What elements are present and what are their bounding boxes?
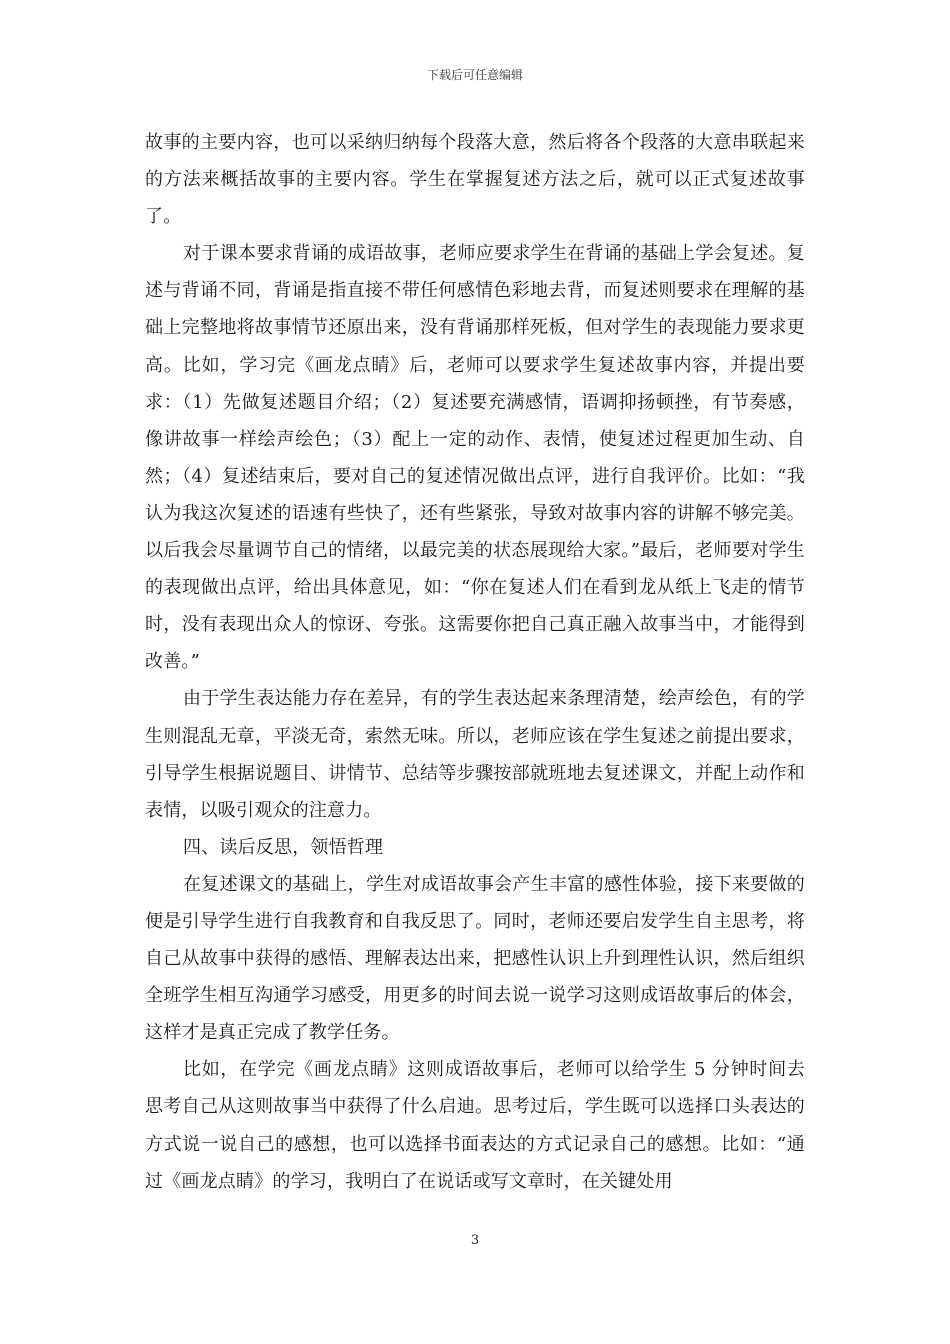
paragraph-1: 故事的主要内容，也可以采纳归纳每个段落大意，然后将各个段落的大意串联起来的方法来概括故事的主要内容。学生在掌握复述方法之后，就可以正式复述故事了。 xyxy=(145,132,805,228)
paragraph-2: 对于课本要求背诵的成语故事，老师应要求学生在背诵的基础上学会复述。复述与背诵不同，背诵是指直接不带任何感情色彩地去背，而复述则要求在理解的基础上完整地将故事情节还原出来，没有背诵那样死板，但对学生的表现能力要求更高。比如，学习完《画龙点睛》后，老师可以要求学生复述故事内容，并提出要求：（1）先做复述题目介绍；（2）复述要充满感情，语调抑扬顿挫，有节奏感，像讲故事一样绘声绘色；（3）配上一定的动作、表情，使复述过程更加生动、自然；（4）复述结束后，要对自己的复述情况做出点评，进行自我评价。比如：“我认为我这次复述的语速有些快了，还有些紧张，导致对故事内容的讲解不够完美。以后我会尽量调节自己的情绪，以最完美的状态展现给大家。”最后，老师要对学生的表现做出点评，给出具体意见，如：“你在复述人们在看到龙从纸上飞走的情节时，没有表现出众人的惊讶、夸张。这需要你把自己真正融入故事当中，才能得到改善。” xyxy=(145,243,805,673)
paragraph-4: 在复述课文的基础上，学生对成语故事会产生丰富的感性体验，接下来要做的便是引导学生进行自我教育和自我反思了。同时，老师还要启发学生自主思考，将自己从故事中获得的感悟、理解表达出来，把感性认识上升到理性认识，然后组织全班学生相互沟通学习感受，用更多的时间去说一说学习这则成语故事后的体会，这样才是真正完成了教学任务。 xyxy=(145,873,805,1044)
document-body xyxy=(145,124,805,1200)
section-heading: 四、读后反思，领悟哲理 xyxy=(183,836,384,858)
paragraph-5: 比如，在学完《画龙点睛》这则成语故事后，老师可以给学生 5 分钟时间去思考自己从这则故事当中获得了什么启迪。思考过后，学生既可以选择口头表达的方式说一说自己的感想，也可以选择书面表达的方式记录自己的感想。比如：“通过《画龙点睛》的学习，我明白了在说话或写文章时，在关键处用 xyxy=(145,1059,805,1192)
paragraph-3: 由于学生表达能力存在差异，有的学生表达起来条理清楚，绘声绘色，有的学生则混乱无章，平淡无奇，索然无味。所以，老师应该在学生复述之前提出要求，引导学生根据说题目、讲情节、总结等步骤按部就班地去复述课文，并配上动作和表情，以吸引观众的注意力。 xyxy=(145,688,805,821)
page-header: 下载后可任意编辑 xyxy=(426,68,523,82)
page-number: 3 xyxy=(470,1233,480,1248)
